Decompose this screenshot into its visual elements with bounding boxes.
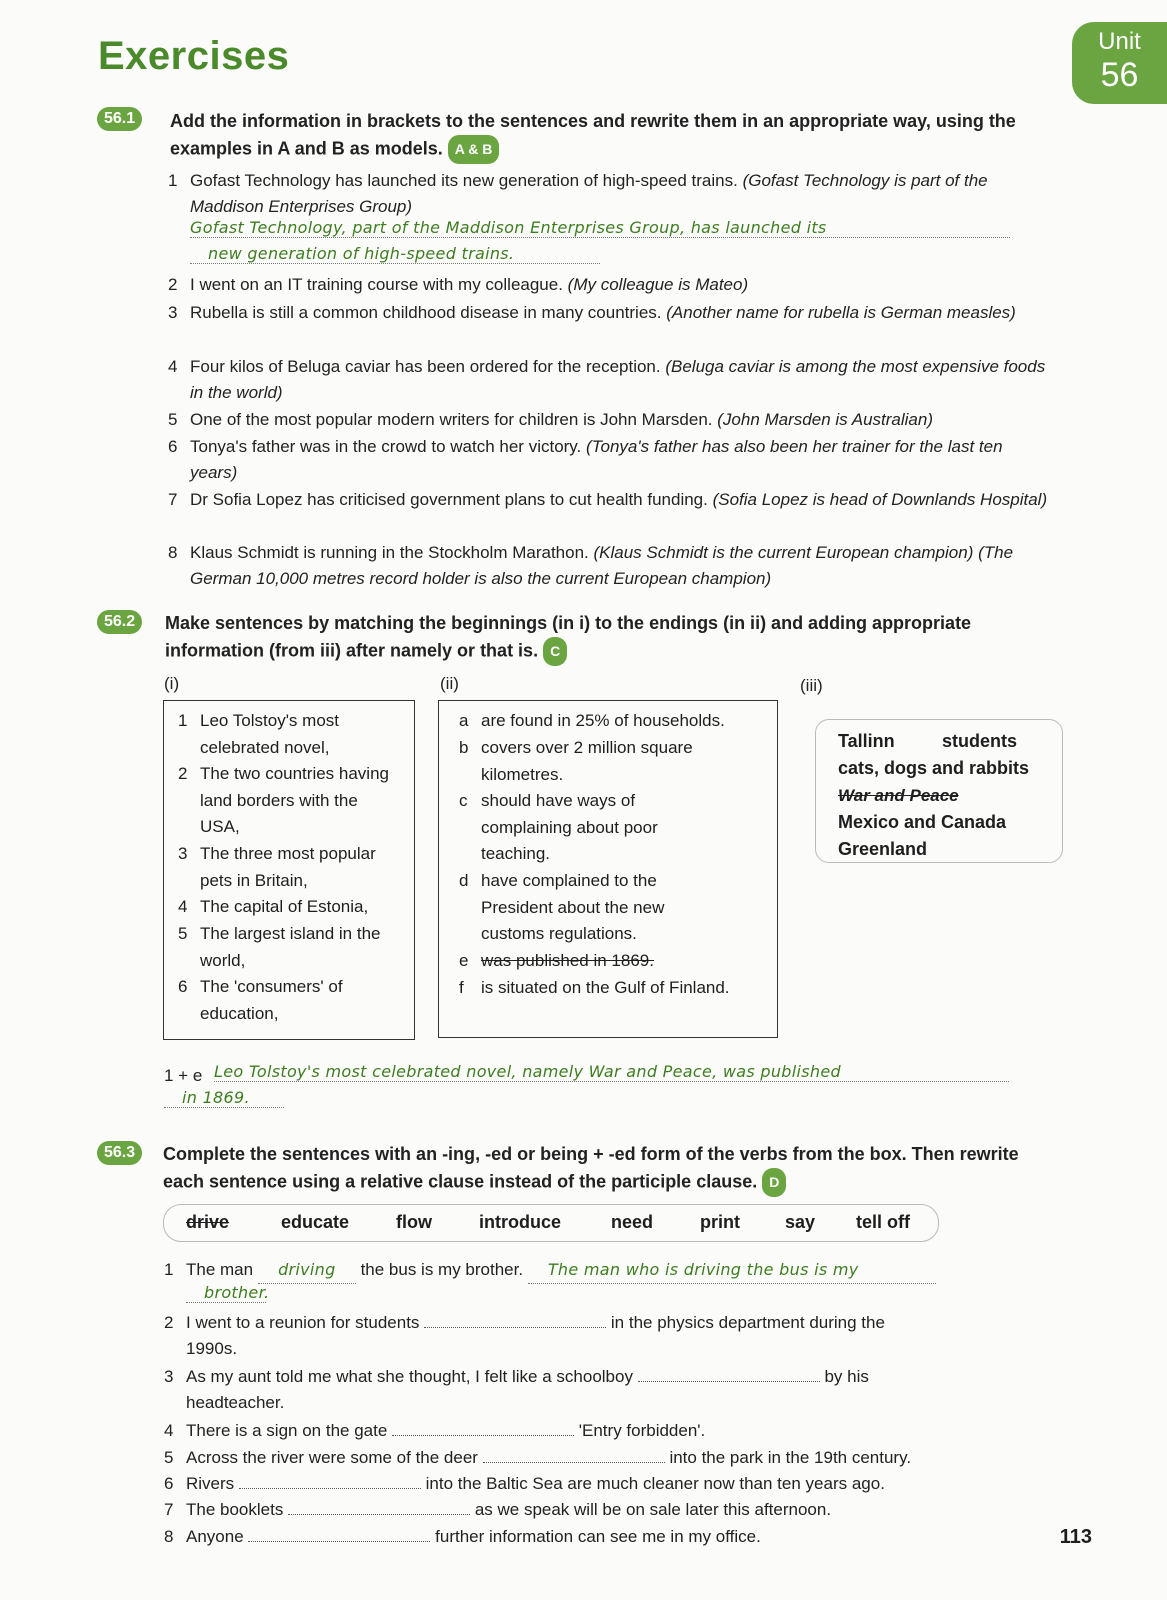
item-text: The 'consumers' of education,	[200, 977, 343, 1023]
ex3-sentence-6	[164, 1471, 1046, 1497]
ex3-sentence-3	[164, 1364, 1046, 1416]
sentence-text: as we speak will be on sale later this afternoon.	[474, 1500, 832, 1519]
ex1-item-7	[168, 487, 1050, 513]
sentence-text: I went to a reunion for students	[186, 1313, 420, 1332]
col-label-ii: (ii)	[440, 674, 459, 693]
item-number: 4	[168, 357, 178, 376]
box-word: need	[611, 1212, 654, 1232]
instruction-or: or	[452, 640, 481, 661]
item-letter: f	[459, 978, 464, 997]
answer-fill[interactable]: driving	[258, 1257, 356, 1284]
item-letter: c	[459, 791, 468, 810]
item-text: are found in 25% of households.	[481, 711, 725, 730]
ex3-sentence-4	[164, 1418, 1046, 1444]
box-word-crossed-out: drive	[186, 1212, 230, 1232]
page-title: Exercises	[98, 34, 290, 78]
item-text: Klaus Schmidt is running in the Stockholm Marathon.	[190, 543, 589, 562]
ex1-item-1	[168, 168, 1050, 220]
instruction-text: Complete the sentences with an	[163, 1144, 443, 1164]
box-word: flow	[396, 1212, 432, 1232]
item-number: 4	[164, 1421, 174, 1440]
exercise-number-56-1: 56.1	[97, 107, 142, 131]
keyword-being-ed: being + -ed	[540, 1144, 636, 1164]
ex1-example-answer-line-2: new generation of high-speed trains.	[190, 244, 600, 264]
ending-item	[459, 975, 741, 1002]
instruction-text: Make sentences by matching the beginnings (in i) to the endings (in ii) and adding appropriate information (from iii) after	[165, 613, 972, 661]
sentence-text: by his	[824, 1367, 869, 1386]
item-text: Gofast Technology has launched its new generation of high-speed trains.	[190, 171, 738, 190]
ex1-item-3	[168, 300, 1050, 326]
item-text: Rubella is still a common childhood disease in many countries.	[190, 303, 662, 322]
col-label-i: (i)	[164, 674, 180, 693]
ex2-example-prefix: 1 + e	[164, 1066, 203, 1085]
sentence-text: headteacher.	[186, 1393, 285, 1412]
item-text: have complained to the President about the new customs regulations.	[481, 871, 665, 943]
item-text: Dr Sofia Lopez has criticised government plans to cut health funding.	[190, 490, 708, 509]
word-box	[163, 1204, 939, 1242]
ex2-example-answer-line-1: Leo Tolstoy's most celebrated novel, namely War and Peace, was published	[214, 1062, 1009, 1082]
instruction-dot: .	[533, 640, 539, 661]
sentence-text: There is a sign on the gate	[186, 1421, 388, 1440]
item-text: The two countries having land borders with the USA,	[200, 764, 389, 836]
item-text: Leo Tolstoy's most celebrated novel,	[200, 711, 339, 757]
sentence-text: further information can see me in my office.	[435, 1527, 761, 1546]
answer-blank[interactable]	[483, 1446, 665, 1463]
item-number: 2	[164, 1313, 174, 1332]
info-word: cats, dogs and rabbits	[838, 758, 1030, 778]
exercise-number-56-2: 56.2	[97, 610, 142, 634]
instruction-text: Add the information in brackets to the sentences and rewrite them in an appropriate way, using the examples in A and B as models.	[170, 111, 1016, 159]
box-word: introduce	[479, 1212, 562, 1232]
sentence-text: Rivers	[186, 1474, 235, 1493]
info-word: students	[942, 731, 1018, 751]
beginning-item	[178, 841, 410, 894]
item-bracket: (Sofia Lopez is head of Downlands Hospital)	[712, 490, 1048, 509]
answer-blank[interactable]	[288, 1498, 470, 1515]
item-letter: d	[459, 871, 469, 890]
sentence-text: Anyone	[186, 1527, 244, 1546]
ex2-example-answer-line-2: in 1869.	[164, 1088, 284, 1108]
item-text: One of the most popular modern writers for children is John Marsden.	[190, 410, 713, 429]
item-number: 2	[178, 764, 188, 783]
item-letter: e	[459, 951, 469, 970]
answer-blank[interactable]	[392, 1419, 574, 1436]
ex3-sentence-7	[164, 1497, 1046, 1523]
sentence-text: into the park in the 19th century.	[669, 1448, 912, 1467]
answer-blank[interactable]	[424, 1311, 606, 1328]
unit-tab	[1072, 22, 1167, 104]
rewrite-answer[interactable]: The man who is driving the bus is my	[528, 1257, 936, 1284]
answer-blank[interactable]	[248, 1525, 430, 1542]
item-number: 8	[164, 1527, 174, 1546]
ex3-sentence-5	[164, 1445, 1046, 1471]
beginning-item	[178, 921, 400, 974]
item-text: Tonya's father was in the crowd to watch her victory.	[190, 437, 582, 456]
exercise-56-1-instruction	[170, 108, 1060, 164]
box-word: print	[700, 1212, 740, 1232]
item-bracket: (My colleague is Mateo)	[567, 275, 749, 294]
ending-item	[459, 708, 771, 735]
information-box	[815, 719, 1063, 863]
answer-blank[interactable]	[638, 1365, 820, 1382]
item-number: 6	[178, 977, 188, 996]
ex1-item-2	[168, 272, 1050, 298]
box-word: educate	[281, 1212, 350, 1232]
page-number: 113	[1059, 1526, 1092, 1548]
item-letter: b	[459, 738, 469, 757]
item-number: 3	[168, 303, 178, 322]
beginnings-box	[163, 700, 415, 1040]
sentence-text: 1990s.	[186, 1339, 238, 1358]
ex3-sentence-1	[164, 1257, 1046, 1284]
keyword-ing: -ing	[442, 1144, 476, 1164]
info-word: Greenland	[838, 839, 928, 859]
ex1-item-5	[168, 407, 1070, 433]
item-number: 5	[178, 924, 188, 943]
sentence-text: in the physics department during the	[610, 1313, 885, 1332]
rewrite-answer-line-2: brother.	[186, 1283, 266, 1303]
item-text: should have ways of complaining about poor teaching.	[481, 791, 658, 863]
item-number: 3	[164, 1367, 174, 1386]
info-word: Mexico and Canada	[838, 812, 1007, 832]
endings-box	[438, 700, 778, 1038]
col-label-iii: (iii)	[800, 676, 823, 695]
item-bracket: (Klaus Schmidt is the current European champion) (The German 10,000 metres record holder is also the current European champion)	[190, 543, 1014, 588]
info-word: Tallinn	[838, 731, 895, 751]
keyword-ed: -ed	[485, 1144, 513, 1164]
item-bracket: (John Marsden is Australian)	[717, 410, 934, 429]
instruction-text-2: form of the verbs from the box. Then rewrite each sentence using a relative clause instead of the participle clause.	[163, 1144, 1019, 1192]
section-ref-badge: C	[543, 637, 567, 666]
ending-item	[459, 868, 721, 948]
item-number: 1	[168, 171, 178, 190]
item-number: 7	[164, 1500, 174, 1519]
item-bracket: (Gofast Technology is part of the Maddison Enterprises Group)	[190, 171, 988, 216]
item-number: 6	[164, 1474, 174, 1493]
ex1-example-answer-line-1: Gofast Technology, part of the Maddison Enterprises Group, has launched its	[190, 218, 1010, 238]
ex3-sentence-8	[164, 1524, 1046, 1550]
beginning-item	[178, 708, 400, 761]
item-number: 1	[164, 1260, 174, 1279]
section-ref-badge: A & B	[448, 135, 500, 164]
sentence-text: The man	[186, 1260, 254, 1279]
item-text: covers over 2 million square kilometres.	[481, 738, 693, 784]
sentence-text: The booklets	[186, 1500, 284, 1519]
item-text: The largest island in the world,	[200, 924, 381, 970]
instruction-or: or	[512, 1144, 541, 1164]
instruction-comma: ,	[475, 1144, 486, 1164]
item-number: 7	[168, 490, 178, 509]
item-number: 3	[178, 844, 188, 863]
item-number: 1	[178, 711, 188, 730]
box-word: say	[785, 1212, 816, 1232]
item-bracket: (Another name for rubella is German measles)	[666, 303, 1016, 322]
ex1-item-6	[168, 434, 1050, 486]
ex1-item-8	[168, 540, 1050, 592]
unit-label: Unit	[1098, 28, 1141, 55]
item-bracket: (Beluga caviar is among the most expensive foods in the world)	[190, 357, 1046, 402]
item-text-crossed-out: was published in 1869.	[481, 951, 654, 970]
beginning-item	[178, 761, 400, 841]
beginning-item	[178, 894, 410, 921]
item-number: 6	[168, 437, 178, 456]
item-number: 2	[168, 275, 178, 294]
unit-number: 56	[1100, 56, 1139, 94]
box-word: tell off	[856, 1212, 910, 1232]
item-number: 5	[164, 1448, 174, 1467]
sentence-text: As my aunt told me what she thought, I felt like a schoolboy	[186, 1367, 633, 1386]
sentence-text: into the Baltic Sea are much cleaner now than ten years ago.	[425, 1474, 885, 1493]
exercise-number-56-3: 56.3	[97, 1141, 142, 1165]
ending-item	[459, 788, 711, 868]
ending-item	[459, 948, 741, 975]
exercise-56-3-instruction	[163, 1141, 1053, 1197]
sentence-text: the bus is my brother.	[360, 1260, 524, 1279]
ending-item	[459, 735, 741, 788]
item-text: is situated on the Gulf of Finland.	[481, 978, 730, 997]
item-text: Four kilos of Beluga caviar has been ordered for the reception.	[190, 357, 661, 376]
item-number: 5	[168, 410, 178, 429]
sentence-text: Across the river were some of the deer	[186, 1448, 478, 1467]
item-text: I went on an IT training course with my colleague.	[190, 275, 563, 294]
item-number: 8	[168, 543, 178, 562]
item-letter: a	[459, 711, 469, 730]
exercise-56-2-instruction	[165, 610, 1045, 666]
item-text: The three most popular pets in Britain,	[200, 844, 376, 890]
keyword-namely: namely	[390, 640, 453, 661]
info-word-crossed-out: War and Peace	[838, 786, 959, 805]
item-text: The capital of Estonia,	[200, 897, 369, 916]
beginning-item	[178, 974, 400, 1027]
item-number: 4	[178, 897, 188, 916]
item-bracket: (Tonya's father has also been her trainer for the last ten years)	[190, 437, 1003, 482]
keyword-that-is: that is	[480, 640, 534, 661]
ex3-sentence-2	[164, 1310, 1046, 1362]
answer-blank[interactable]	[239, 1472, 421, 1489]
sentence-text: 'Entry forbidden'.	[578, 1421, 706, 1440]
section-ref-badge: D	[762, 1168, 786, 1197]
ex1-item-4	[168, 354, 1050, 406]
